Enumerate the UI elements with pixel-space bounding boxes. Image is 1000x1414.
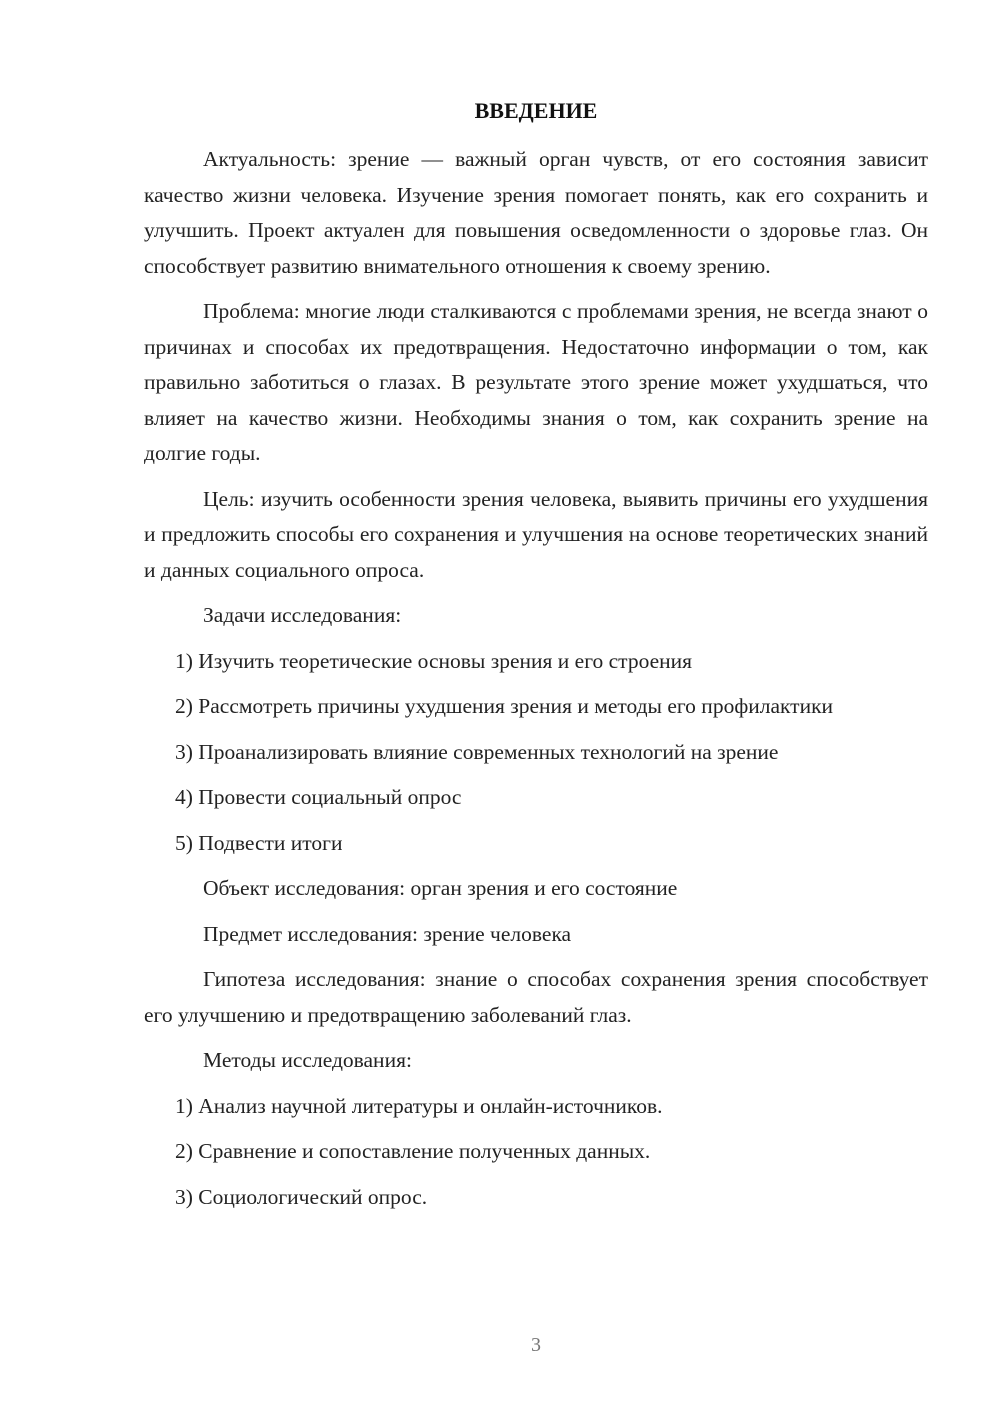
task-item-1: 1) Изучить теоретические основы зрения и его строения [175, 648, 693, 673]
paragraph-goal: Цель: изучить особенности зрения человека, выявить причины его ухудшения и предложить способы его сохранения и улучшения на основе теоретических знаний и данных социального опроса. [144, 486, 928, 582]
document-body [144, 142, 928, 1225]
tasks-heading: Задачи исследования: [203, 603, 402, 627]
page-title: ВВЕДЕНИЕ [474, 98, 598, 123]
task-item-5: 5) Подвести итоги [175, 830, 343, 855]
method-item-2: 2) Сравнение и сопоставление полученных данных. [175, 1139, 651, 1163]
methods-heading: Методы исследования: [203, 1048, 412, 1072]
task-item-3: 3) Проанализировать влияние современных технологий на зрение [175, 739, 779, 764]
research-object: Объект исследования: орган зрения и его состояние [203, 876, 678, 900]
method-item-1: 1) Анализ научной литературы и онлайн-источников. [175, 1093, 663, 1118]
research-hypothesis: Гипотеза исследования: знание о способах сохранения зрения способствует его улучшению и предотвращению заболеваний глаз. [144, 967, 928, 1027]
paragraph-relevance: Актуальность: зрение — важный орган чувств, от его состояния зависит качество жизни человека. Изучение зрения помогает понять, как его сохранить и улучшить. Проект актуален для повышения осведомленности о здоровье глаз. Он способствует развитию внимательного отношения к своему зрению. [144, 147, 928, 278]
method-item-3: 3) Социологический опрос. [175, 1184, 428, 1209]
paragraph-problem: Проблема: многие люди сталкиваются с проблемами зрения, не всегда знают о причинах и способах их предотвращения. Недостаточно информации о том, как правильно заботиться о глазах. В результате этого зрение может ухудшаться, что влияет на качество жизни. Необходимы знания о том, как сохранить зрение на долгие годы. [144, 299, 928, 465]
page-number: 3 [531, 1334, 541, 1356]
research-subject: Предмет исследования: зрение человека [203, 921, 572, 946]
document-page [144, 0, 928, 1414]
task-item-4: 4) Провести социальный опрос [175, 785, 462, 809]
task-item-2: 2) Рассмотреть причины ухудшения зрения и методы его профилактики [175, 694, 834, 718]
